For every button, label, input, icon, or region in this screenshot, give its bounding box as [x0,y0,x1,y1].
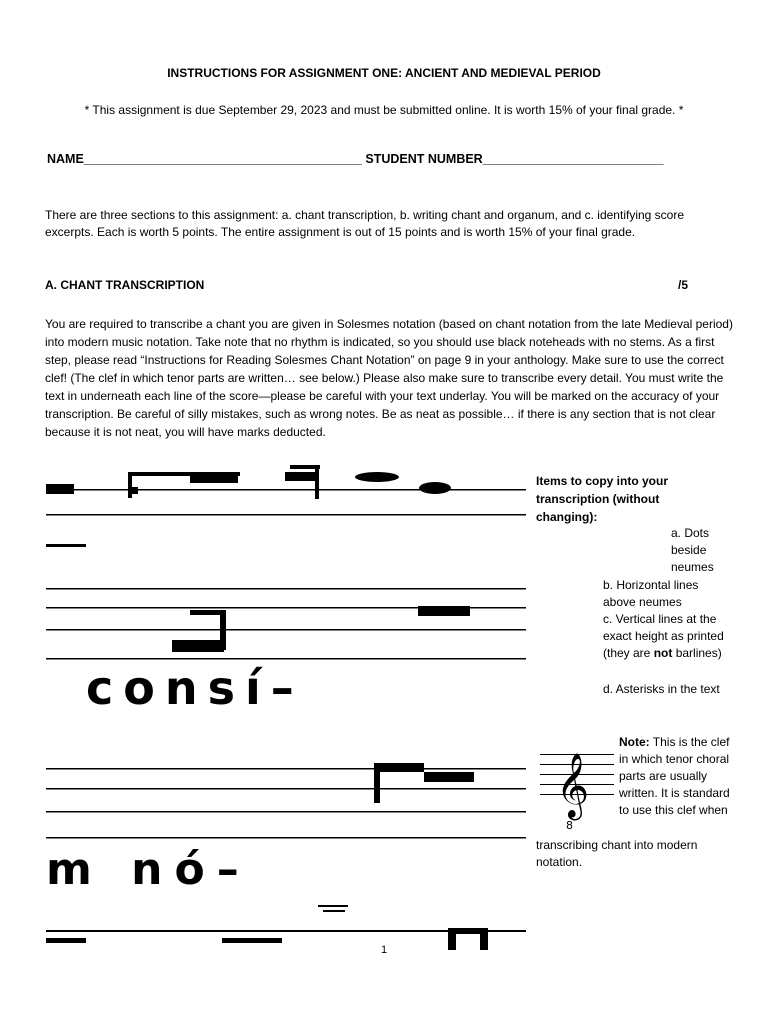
name-student-number-line: NAME________________________________________ STUDENT NUMBER__________________________ [47,152,664,166]
chant-lyric-line-1: consí– [86,661,304,715]
svg-text:𝄞: 𝄞 [556,753,590,818]
section-a-heading: A. CHANT TRANSCRIPTION [45,278,205,292]
item-a: a. Dots beside neumes [671,526,714,574]
item-b: b. Horizontal lines above neumes [603,578,699,609]
item-d: d. Asterisks in the text [603,682,720,696]
chant-score-image [40,460,530,950]
note-label: Note: [619,735,650,749]
item-c-emphasis: not [653,646,673,660]
section-a-instructions: You are required to transcribe a chant you are given in Solesmes notation (based on chant notation from the late Medieval period) into modern music notation. Take note that no rhythm is indicated, so you should use black noteheads with no stems. As a first step, please read “Instructions for Reading Solesmes Chant Notation” on page 9 in your anthology. Make sure to use the correct clef! (The clef in which tenor parts are written… see below.) Please also make sure to transcribe every detail. You must write the text in underneath each line of the score—please be careful with your text underlay. You will be marked on the accuracy of your transcription. Be careful of silly mistakes, such as wrong notes. Be as neat as possible… if there is any section that is not clear because it is not neat, you will have marks deducted. [45,317,733,439]
page-title: INSTRUCTIONS FOR ASSIGNMENT ONE: ANCIENT AND MEDIEVAL PERIOD [167,66,601,80]
page-number: 1 [380,944,388,956]
item-c [603,611,728,662]
intro-paragraph: There are three sections to this assignment: a. chant transcription, b. writing chant and organum, and c. identifying score excerpts. Each is worth 5 points. The entire assignment is out of 15 points and is worth 15% of your final grade. [45,208,685,239]
due-date-note: * This assignment is due September 29, 2023 and must be submitted online. It is worth 15% of your final grade. * [84,103,684,117]
svg-text:8: 8 [566,819,573,832]
clef-note [619,734,734,819]
treble-clef-8vb-icon [538,740,616,832]
note-text-part-1: This is the clef in which tenor choral parts are usually written. It is standard to use this clef when [619,735,730,817]
clef-note-continued: transcribing chant into modern notation. [536,838,698,869]
section-a-points: /5 [678,278,689,292]
item-c-text-end: barlines) [672,646,722,660]
items-to-copy-title: Items to copy into your transcription (without changing): [536,474,669,524]
chant-lyric-line-2: m nó– [46,844,251,895]
item-c-text-start: c. Vertical lines at the exact height as printed (they are [603,612,724,660]
